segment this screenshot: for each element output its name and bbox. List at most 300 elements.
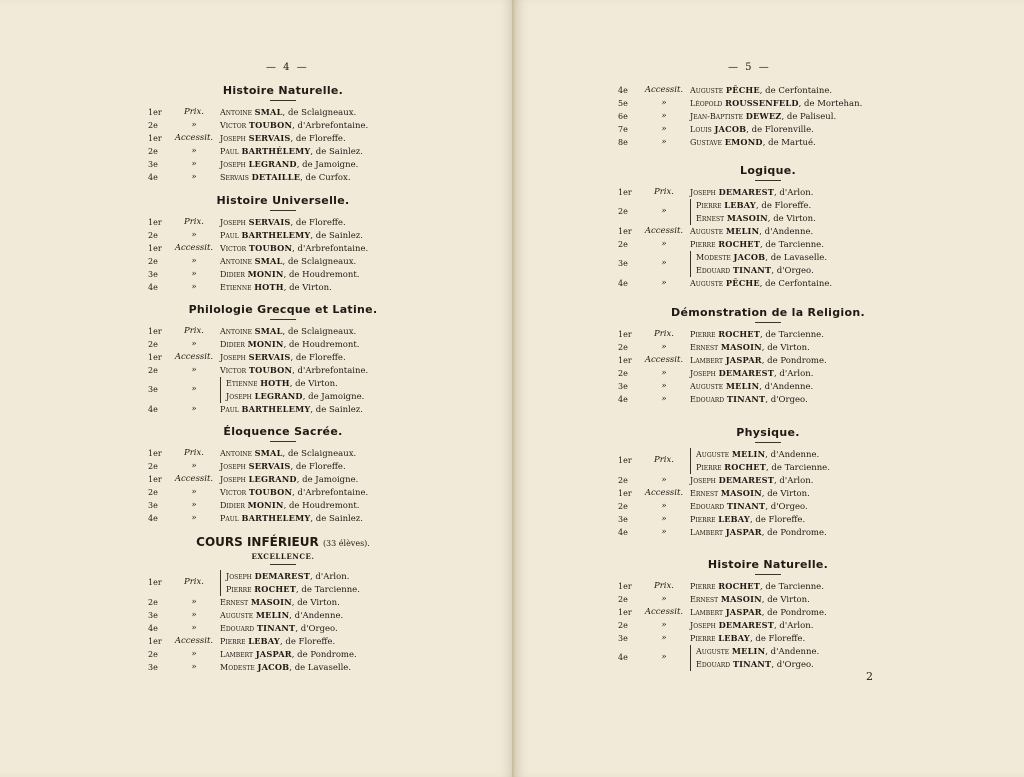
list-item [618, 367, 918, 380]
first-name: Servais [220, 173, 249, 182]
rank: 3e [148, 663, 158, 672]
first-name: Léopold [690, 99, 723, 108]
place: , de Floreffe. [290, 134, 346, 144]
section-title: Éloquence Sacrée. [223, 425, 343, 438]
surname: ROCHET [718, 329, 760, 339]
place: , de Jamoigne. [296, 475, 359, 485]
first-name: Joseph [690, 621, 716, 630]
award-type: Prix. [184, 577, 204, 587]
award-type: » [191, 384, 197, 394]
names [690, 448, 918, 474]
place: , de Virton. [761, 595, 810, 605]
surname: TOUBON [248, 365, 293, 375]
entry-list [148, 216, 418, 294]
names [690, 487, 810, 501]
divider [270, 319, 296, 320]
rank: 2e [618, 476, 628, 485]
rank: 1er [148, 475, 162, 484]
list-item [148, 460, 418, 473]
award-type: » [191, 649, 197, 659]
rank: 2e [618, 369, 628, 378]
surname: MELIN [725, 226, 760, 236]
award-type: Prix. [654, 581, 674, 591]
names [690, 238, 824, 252]
surname: LEBAY [718, 514, 750, 524]
names [220, 364, 368, 378]
place: , de Sclaigneaux. [282, 327, 357, 337]
names [220, 216, 346, 230]
list-item [618, 123, 918, 136]
award-type: » [191, 146, 197, 156]
place: , de Pondrome. [761, 356, 827, 366]
rank: 3e [148, 160, 158, 169]
name-line [696, 199, 918, 212]
names [690, 199, 918, 225]
name-line [220, 622, 338, 636]
place: , de Tarcienne. [760, 240, 824, 250]
names [690, 354, 827, 368]
first-name: Lambert [220, 650, 253, 659]
award-type: Prix. [184, 448, 204, 458]
place: , de Curfox. [300, 173, 351, 183]
name-line [220, 268, 359, 282]
surname: MONIN [247, 339, 284, 349]
rank: 3e [148, 270, 158, 279]
list-item [148, 242, 418, 255]
names [690, 136, 816, 150]
name-line [220, 242, 368, 256]
award-type: » [191, 610, 197, 620]
list-item [618, 380, 918, 393]
rank: 1er [148, 578, 162, 587]
rank: 1er [148, 134, 162, 143]
rank: 3e [148, 385, 158, 394]
rank: 2e [148, 121, 158, 130]
list-item [148, 229, 418, 242]
surname: DEMAREST [718, 187, 775, 197]
rank: 2e [618, 502, 628, 511]
first-name: Modeste [220, 663, 255, 672]
entry-list [148, 570, 418, 674]
name-line [220, 596, 340, 610]
rank: 1er [618, 356, 632, 365]
section [618, 558, 918, 671]
first-name: Edouard [696, 266, 731, 275]
list-item [618, 110, 918, 123]
rank: 8e [618, 138, 628, 147]
first-name: Joseph [220, 134, 246, 143]
rank: 3e [148, 611, 158, 620]
rank: 4e [148, 514, 158, 523]
rank: 3e [148, 501, 158, 510]
award-type: » [661, 527, 667, 537]
first-name: Paul [220, 147, 239, 156]
first-name: Victor [220, 488, 247, 497]
section-title: Histoire Naturelle. [707, 558, 829, 571]
surname: MASOIN [720, 342, 762, 352]
place: , de Lavaselle. [765, 253, 828, 263]
place: , de Virton. [761, 343, 810, 353]
rank: 4e [618, 279, 628, 288]
divider [755, 574, 781, 575]
rank: 2e [618, 240, 628, 249]
award-type: Accessit. [174, 636, 214, 646]
name-line [690, 84, 832, 98]
surname: BARTHÉLEMY [241, 146, 311, 156]
first-name: Antoine [220, 449, 252, 458]
name-line [226, 583, 418, 596]
first-name: Auguste [690, 382, 724, 391]
name-line [220, 609, 343, 623]
name-line [690, 580, 824, 594]
section-title: Démonstration de la Religion. [671, 306, 865, 319]
name-line [220, 486, 368, 500]
first-name: Pierre [690, 515, 716, 524]
surname: SMAL [254, 256, 283, 266]
award-type: » [191, 282, 197, 292]
name-line [690, 593, 810, 607]
surname: JACOB [733, 252, 766, 262]
section [148, 425, 418, 525]
rank: 4e [148, 624, 158, 633]
award-type: » [661, 381, 667, 391]
place: , d'Arlon. [774, 621, 814, 631]
name-line [220, 661, 351, 675]
rank: 2e [148, 366, 158, 375]
surname: SERVAIS [248, 133, 291, 143]
award-type: Prix. [654, 329, 674, 339]
first-name: Antoine [220, 257, 252, 266]
award-type: » [191, 230, 197, 240]
subsection-heading: EXCELLENCE. [251, 552, 315, 561]
rank: 2e [618, 207, 628, 216]
surname: MONIN [247, 500, 284, 510]
surname: SMAL [254, 326, 283, 336]
list-item [148, 119, 418, 132]
surname: MELIN [725, 381, 760, 391]
rank: 1er [618, 227, 632, 236]
list-item [618, 354, 918, 367]
surname: DETAILLE [251, 172, 301, 182]
first-name: Ernest [690, 595, 719, 604]
name-line [226, 390, 418, 403]
place: , de Virton. [767, 214, 816, 224]
list-item [618, 619, 918, 632]
list-item [618, 199, 918, 225]
divider [270, 100, 296, 101]
list-item [148, 622, 418, 635]
award-type: » [191, 365, 197, 375]
first-name: Auguste [690, 279, 724, 288]
rank: 1er [618, 456, 632, 465]
names [220, 229, 363, 243]
rank: 2e [618, 343, 628, 352]
place: , d'Arbrefontaine. [292, 244, 369, 254]
place: , d'Orgeo. [771, 660, 814, 670]
place: , d'Andenne. [765, 450, 820, 460]
list-item [618, 341, 918, 354]
names [220, 171, 351, 185]
surname: MELIN [731, 646, 766, 656]
entry-list [618, 84, 918, 149]
entry-list [618, 328, 918, 406]
place: , de Virton. [289, 379, 338, 389]
divider [270, 441, 296, 442]
first-name: Edouard [220, 624, 255, 633]
award-type: Accessit. [644, 226, 684, 236]
names [690, 367, 813, 381]
list-item [148, 661, 418, 674]
name-line [220, 325, 356, 339]
name-line [690, 367, 813, 381]
place: , de Houdremont. [283, 340, 360, 350]
award-type: » [191, 623, 197, 633]
award-type: Accessit. [644, 607, 684, 617]
carryover-entries [618, 84, 918, 149]
first-name: Victor [220, 366, 247, 375]
name-line [220, 171, 351, 185]
surname: TOUBON [248, 120, 293, 130]
divider [755, 442, 781, 443]
list-item [148, 364, 418, 377]
surname: LEGRAND [254, 391, 303, 401]
award-type: » [661, 206, 667, 216]
names [690, 380, 813, 394]
place: , de Lavaselle. [289, 663, 352, 673]
names [220, 460, 346, 474]
list-item [148, 473, 418, 486]
names [220, 255, 356, 269]
name-line [690, 632, 805, 646]
surname: DEMAREST [718, 475, 775, 485]
name-line [220, 106, 356, 120]
names [220, 158, 358, 172]
first-name: Didier [220, 340, 245, 349]
name-line [690, 526, 827, 540]
name-line [220, 145, 363, 159]
surname: MASOIN [726, 213, 768, 223]
place: , de Floreffe. [755, 201, 812, 211]
first-name: Ernest [690, 343, 719, 352]
award-type: » [191, 662, 197, 672]
first-name: Edouard [690, 395, 725, 404]
place: , d'Orgeo. [765, 395, 808, 405]
list-item [148, 596, 418, 609]
cours-subtitle: (33 élèves). [322, 539, 370, 548]
surname: ROCHET [718, 581, 760, 591]
name-line [690, 354, 827, 368]
name-line [220, 447, 356, 461]
names [220, 486, 368, 500]
entry-list [618, 448, 918, 539]
surname: MASOIN [720, 594, 762, 604]
surname: TOUBON [248, 487, 293, 497]
names [220, 338, 359, 352]
place: , de Tarcienne. [766, 463, 830, 473]
award-type: » [661, 278, 667, 288]
list-item [618, 277, 918, 290]
place: , de Virton. [291, 598, 340, 608]
rank: 4e [618, 86, 628, 95]
surname: BARTHELEMY [241, 513, 311, 523]
section [618, 164, 918, 290]
names [220, 242, 368, 256]
first-name: Auguste [690, 227, 724, 236]
name-line [220, 499, 359, 513]
place: , de Floreffe. [290, 353, 346, 363]
rank: 1er [618, 489, 632, 498]
award-type: » [661, 394, 667, 404]
award-type: Prix. [184, 326, 204, 336]
rank: 1er [148, 637, 162, 646]
place: , de Cerfontaine. [759, 86, 833, 96]
place: , de Floreffe. [749, 515, 806, 525]
name-line [220, 255, 356, 269]
name-line [690, 123, 814, 137]
list-item [148, 106, 418, 119]
names [690, 97, 862, 111]
names [690, 474, 813, 488]
names [690, 645, 918, 671]
surname: DEMAREST [718, 620, 775, 630]
first-name: Paul [220, 514, 239, 523]
place: , de Floreffe. [749, 634, 806, 644]
award-type: Accessit. [174, 243, 214, 253]
surname: EMOND [724, 137, 763, 147]
place: , d'Arlon. [310, 572, 350, 582]
list-item [618, 500, 918, 513]
rank: 2e [148, 340, 158, 349]
first-name: Lambert [690, 528, 723, 537]
divider [755, 180, 781, 181]
name-line [220, 635, 335, 649]
names [690, 513, 805, 527]
first-name: Etienne [226, 379, 258, 388]
name-line [690, 225, 813, 239]
surname: PÊCHE [725, 278, 760, 288]
surname: LEGRAND [248, 159, 297, 169]
award-type: » [661, 239, 667, 249]
list-item [618, 328, 918, 341]
list-item [618, 487, 918, 500]
first-name: Pierre [696, 463, 722, 472]
surname: MASOIN [250, 597, 292, 607]
first-name: Joseph [690, 369, 716, 378]
award-type: » [661, 501, 667, 511]
rank: 2e [148, 462, 158, 471]
list-item [148, 325, 418, 338]
names [690, 84, 832, 98]
rank: 1er [148, 218, 162, 227]
surname: SMAL [254, 448, 283, 458]
name-line [690, 328, 824, 342]
rank: 1er [148, 108, 162, 117]
list-item [618, 580, 918, 593]
place: , d'Arlon. [774, 476, 814, 486]
rank: 2e [148, 231, 158, 240]
names [220, 325, 356, 339]
name-line [220, 648, 357, 662]
place: , de Jamoigne. [296, 160, 359, 170]
surname: ROCHET [724, 462, 766, 472]
list-item [148, 403, 418, 416]
place: , de Florenville. [746, 125, 814, 135]
section [148, 84, 418, 184]
surname: MASOIN [720, 488, 762, 498]
entry-list [618, 186, 918, 290]
first-name: Pierre [690, 240, 716, 249]
section-title: Logique. [740, 164, 796, 177]
first-name: Ernest [690, 489, 719, 498]
surname: JACOB [714, 124, 747, 134]
place: , d'Orgeo. [295, 624, 338, 634]
place: , de Floreffe. [290, 462, 346, 472]
name-line [690, 474, 813, 488]
list-item [618, 238, 918, 251]
names [690, 110, 836, 124]
names [220, 473, 358, 487]
section-title: Physique. [736, 426, 800, 439]
first-name: Joseph [226, 392, 252, 401]
award-type: » [191, 500, 197, 510]
list-item [148, 377, 418, 403]
award-type: Prix. [184, 107, 204, 117]
rank: 3e [618, 382, 628, 391]
place: , d'Arbrefontaine. [292, 366, 369, 376]
list-item [148, 338, 418, 351]
place: , de Pondrome. [761, 608, 827, 618]
list-item [148, 281, 418, 294]
surname: BARTHELEMY [241, 404, 311, 414]
name-line [696, 461, 918, 474]
name-line [696, 645, 918, 658]
names [690, 619, 813, 633]
first-name: Didier [220, 501, 245, 510]
name-line [220, 132, 346, 146]
place: , de Sainlez. [310, 231, 363, 241]
award-type: » [191, 120, 197, 130]
rank: 1er [618, 582, 632, 591]
surname: ROCHET [718, 239, 760, 249]
names [690, 341, 810, 355]
first-name: Antoine [220, 327, 252, 336]
surname: TINANT [726, 394, 766, 404]
surname: TOUBON [248, 243, 293, 253]
award-type: » [661, 514, 667, 524]
name-line [226, 570, 418, 583]
list-item [618, 393, 918, 406]
names [690, 632, 805, 646]
place: , d'Orgeo. [771, 266, 814, 276]
section [618, 426, 918, 539]
rank: 1er [618, 608, 632, 617]
award-type: » [661, 124, 667, 134]
names [690, 606, 827, 620]
place: , de Sainlez. [310, 405, 363, 415]
award-type: Accessit. [174, 474, 214, 484]
name-line [690, 97, 862, 111]
name-line [690, 393, 808, 407]
name-line [220, 351, 346, 365]
names [690, 580, 824, 594]
page-number: — 4 — [266, 62, 309, 73]
list-item [148, 171, 418, 184]
list-item [618, 448, 918, 474]
award-type: Accessit. [644, 488, 684, 498]
place: , d'Arlon. [774, 369, 814, 379]
award-type: » [661, 98, 667, 108]
names [690, 225, 813, 239]
